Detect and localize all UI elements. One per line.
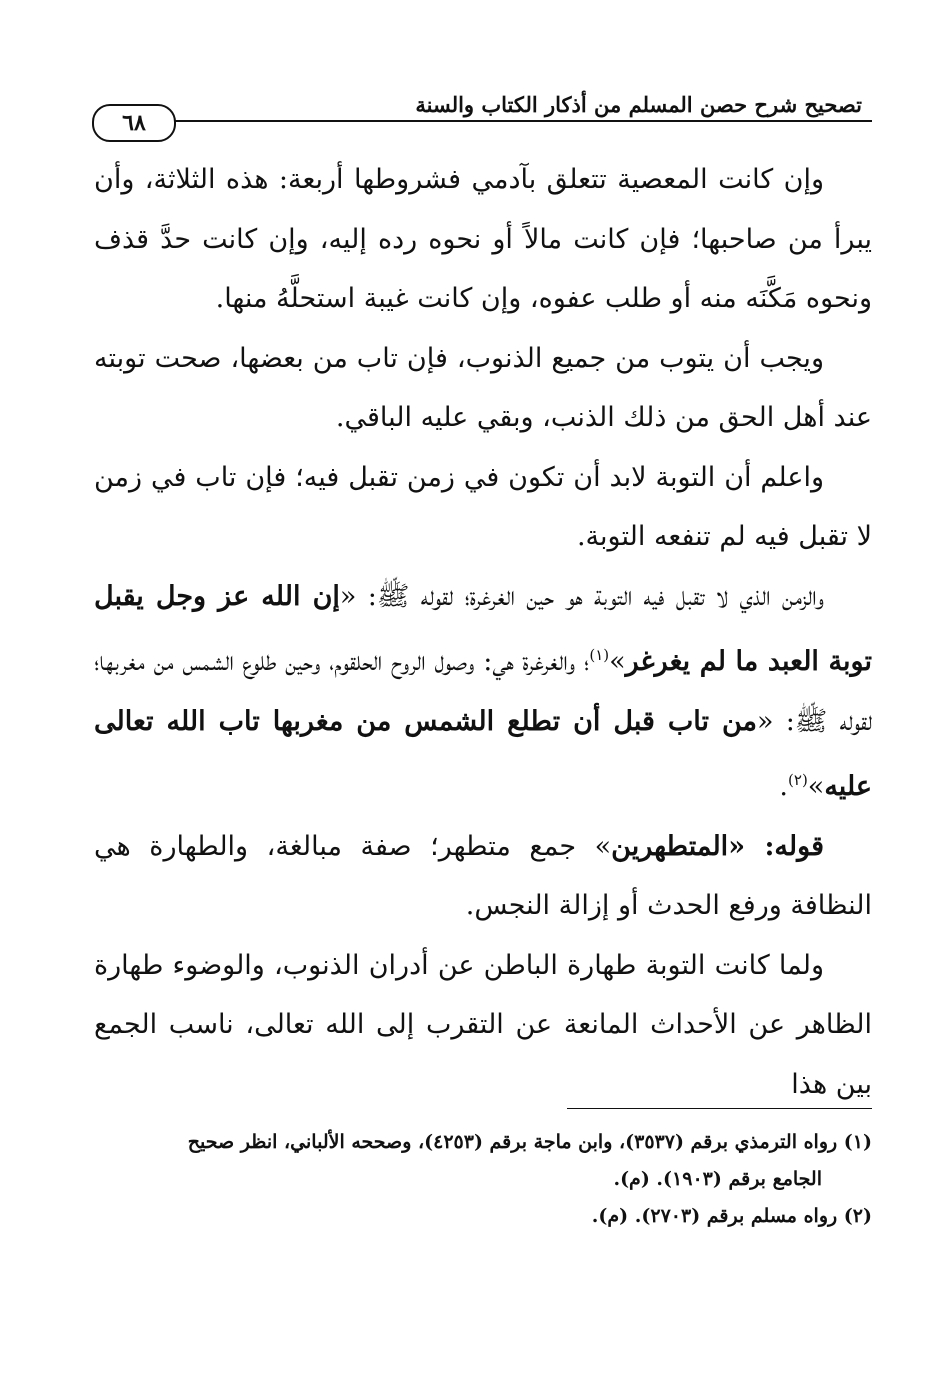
footnote-marker: (١) <box>589 646 610 664</box>
paragraph <box>94 329 872 448</box>
paragraph <box>94 567 872 817</box>
footnote-marker: (٢) <box>788 771 808 789</box>
footnote-line: (٢) رواه مسلم برقم (٢٧٠٣). (م). <box>591 1205 872 1227</box>
book-title: تصحيح شرح حصن المسلم من أذكار الكتاب والسنة <box>415 92 862 117</box>
footnote <box>100 1198 872 1235</box>
text-segment: . <box>779 771 789 802</box>
text-segment: ولما كانت التوبة طهارة الباطن عن أدران الذنوب، والوضوء طهارة الظاهر عن الأحداث المانعة عن التقرب إلى الله تعالى، ناسب الجمع بين هذا <box>94 949 872 1100</box>
paragraph <box>94 150 872 329</box>
quoted-text: المتطهرين <box>611 830 729 862</box>
quoted-text: إن الله عز وجل يقبل توبة العبد ما لم يغرغر <box>94 580 873 677</box>
quoted-text: من تاب قبل أن تطلع الشمس من مغربها تاب الله تعالى عليه <box>94 705 872 802</box>
paragraph <box>94 817 872 936</box>
footnote <box>100 1124 872 1198</box>
text-segment: والزمن الذي لا تقبل فيه التوبة هو حين الغرغرة؛ لقوله ﷺ: « <box>339 580 824 612</box>
footnote-continuation: الجامع برقم (١٩٠٣). (م). <box>613 1168 822 1190</box>
page-number: ٦٨ <box>92 104 176 142</box>
text-segment: وإن كانت المعصية تتعلق بآدمي فشروطها أربعة: هذه الثلاثة، وأن يبرأ من صاحبها؛ فإن كانت مالاً أو نحوه رده إليه، وإن كانت حدَّ قذف ونحوه مَكَّنَه منه أو طلب عفوه، وإن كانت غيبة استحلَّهُ منها. <box>94 164 872 314</box>
text-segment: ويجب أن يتوب من جميع الذنوب، فإن تاب من بعضها، صحت توبته عند أهل الحق من ذلك الذنب، وبقي عليه الباقي. <box>94 342 872 433</box>
text-segment: » جمع متطهر؛ صفة مبالغة، والطهارة هي النظافة ورفع الحدث أو إزالة النجس. <box>94 830 872 921</box>
footnotes <box>100 1124 872 1235</box>
main-text <box>94 150 872 1114</box>
quoted-text: قوله: « <box>728 830 824 862</box>
paragraph <box>94 936 872 1115</box>
text-segment: » <box>609 646 626 677</box>
footnote-separator <box>567 1108 872 1109</box>
paragraph <box>94 448 872 567</box>
page-header <box>92 92 872 136</box>
footnote-line: (١) رواه الترمذي برقم (٣٥٣٧)، وابن ماجة برقم (٤٢٥٣)، وصححه الألباني، انظر صحيح <box>187 1131 872 1153</box>
header-rule <box>148 120 872 122</box>
text-segment: ؛ والغرغرة هي: وصول الروح الحلقوم، وحين طلوع الشمس من مغربها؛ لقوله ﷺ: « <box>94 646 872 737</box>
text-segment: واعلم أن التوبة لابد أن تكون في زمن تقبل فيه؛ فإن تاب في زمن لا تقبل فيه لم تنفعه التوبة. <box>94 461 872 552</box>
text-segment: » <box>807 771 825 802</box>
